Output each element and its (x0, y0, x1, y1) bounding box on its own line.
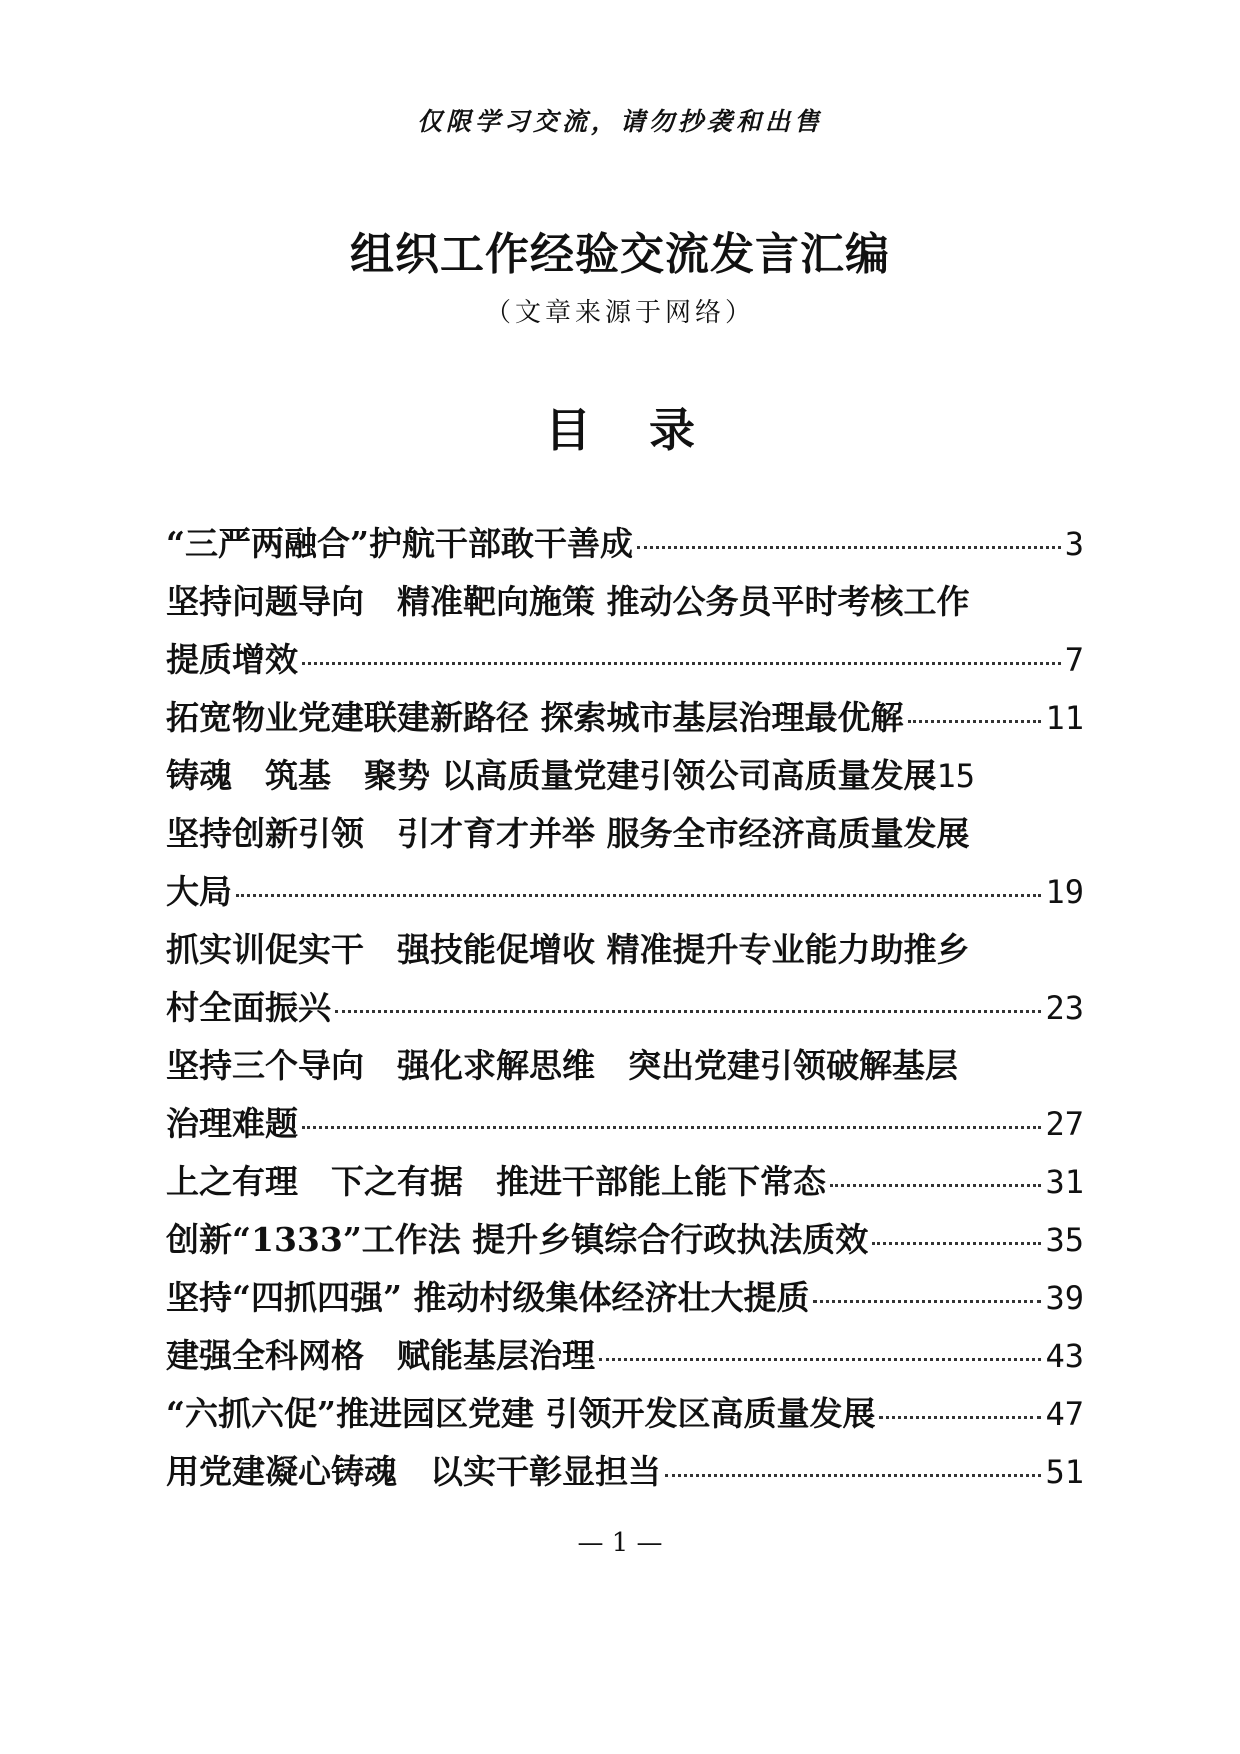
toc-entry-title: 建强全科网格 赋能基层治理 (166, 1336, 595, 1375)
toc-entry-title: 铸魂 筑基 聚势 以高质量党建引领公司高质量发展 (166, 756, 937, 795)
page-number: — 1 — (577, 1528, 663, 1558)
toc-leader-dots (813, 1300, 1041, 1303)
toc-entry[interactable] (166, 747, 1084, 805)
toc-entry-line2[interactable] (166, 863, 1084, 921)
toc-heading-right: 录 (649, 403, 695, 457)
toc-entry-page: 51 (1045, 1453, 1084, 1491)
toc-entry-page: 11 (1045, 699, 1084, 737)
toc-entry-title: 创新“1333”工作法 提升乡镇综合行政执法质效 (166, 1220, 869, 1259)
toc-entry-title: “六抓六促”推进园区党建 引领开发区高质量发展 (166, 1394, 876, 1433)
toc-heading (0, 394, 1240, 460)
toc-entry-title: 坚持问题导向 精准靶向施策 推动公务员平时考核工作 (166, 582, 970, 621)
toc-entry-title-cont: 提质增效 (166, 640, 298, 679)
toc-entry-title: 坚持创新引领 引才育才并举 服务全市经济高质量发展 (166, 814, 970, 853)
toc-entry-title: 坚持三个导向 强化求解思维 突出党建引领破解基层 (166, 1046, 958, 1085)
toc-entry[interactable] (166, 1385, 1084, 1443)
toc-entry-title-cont: 村全面振兴 (166, 988, 331, 1027)
toc-entry[interactable] (166, 1153, 1084, 1211)
toc-entry-page: 27 (1045, 1105, 1084, 1143)
toc-entry-line2[interactable] (166, 979, 1084, 1037)
toc-entry[interactable] (166, 1269, 1084, 1327)
toc-entry-line2[interactable] (166, 1095, 1084, 1153)
toc-entry-line2[interactable] (166, 631, 1084, 689)
toc-leader-dots (599, 1358, 1041, 1361)
document-source: （文章来源于网络） (484, 298, 755, 328)
toc-entry[interactable] (166, 1327, 1084, 1385)
toc-entry-title: 上之有理 下之有据 推进干部能上能下常态 (166, 1162, 826, 1201)
toc-entry-page: 15 (936, 757, 976, 795)
toc-entry-title-cont: 治理难题 (166, 1104, 298, 1143)
toc-entry-line1[interactable] (166, 921, 1084, 979)
toc-entry-page: 31 (1045, 1163, 1084, 1201)
toc-entry-page: 39 (1045, 1279, 1084, 1317)
toc-entry-page: 3 (1064, 525, 1084, 563)
document-title: 组织工作经验交流发言汇编 (350, 229, 890, 280)
toc-leader-dots (302, 662, 1061, 665)
toc-entry-page: 23 (1045, 989, 1084, 1027)
toc-leader-dots (908, 720, 1042, 723)
toc-leader-dots (830, 1184, 1041, 1187)
toc-leader-dots (879, 1416, 1041, 1419)
toc-leader-dots (302, 1126, 1041, 1129)
toc-entry[interactable] (166, 1211, 1084, 1269)
toc-leader-dots (872, 1242, 1041, 1245)
toc-heading-left: 目 (545, 403, 591, 457)
toc-entry[interactable] (166, 689, 1084, 747)
toc-leader-dots (665, 1474, 1041, 1477)
toc-entry-page: 19 (1045, 873, 1084, 911)
copyright-notice: 仅限学习交流，请勿抄袭和出售 (416, 107, 823, 136)
toc-entry-page: 47 (1045, 1395, 1084, 1433)
toc-leader-dots (236, 894, 1041, 897)
toc-entry-title-cont: 大局 (166, 872, 232, 911)
toc-entry-title: 抓实训促实干 强技能促增收 精准提升专业能力助推乡 (166, 930, 970, 969)
toc-entry[interactable] (166, 515, 1084, 573)
toc-leader-dots (637, 546, 1061, 549)
toc-entry-page: 7 (1064, 641, 1084, 679)
toc-entry[interactable] (166, 1443, 1084, 1501)
toc-leader-dots (335, 1010, 1041, 1013)
toc-entry-title: 坚持“四抓四强” 推动村级集体经济壮大提质 (166, 1278, 810, 1317)
toc-list (166, 515, 1084, 1501)
toc-entry-page: 35 (1045, 1221, 1084, 1259)
toc-entry-line1[interactable] (166, 573, 1084, 631)
toc-entry-line1[interactable] (166, 805, 1084, 863)
toc-entry-title: “三严两融合”护航干部敢干善成 (166, 524, 633, 563)
toc-entry-line1[interactable] (166, 1037, 1084, 1095)
toc-entry-page: 43 (1045, 1337, 1084, 1375)
toc-entry-title: 拓宽物业党建联建新路径 探索城市基层治理最优解 (166, 698, 904, 737)
toc-entry-title: 用党建凝心铸魂 以实干彰显担当 (166, 1452, 661, 1491)
